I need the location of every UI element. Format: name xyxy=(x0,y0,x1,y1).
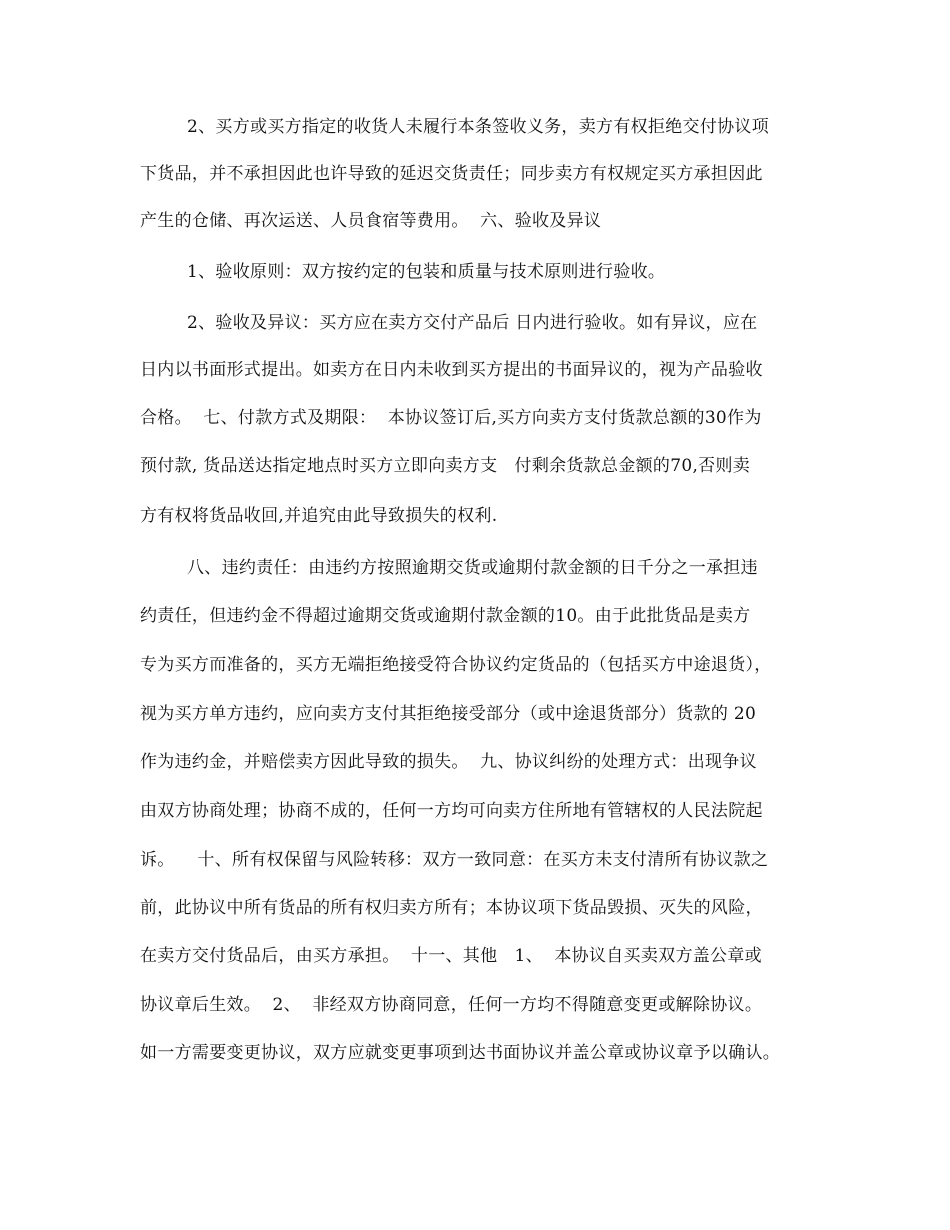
text-line: 前，此协议中所有货品的所有权归卖方所有；本协议项下货品毁损、灭失的风险， xyxy=(140,898,763,918)
text-line: 下货品，并不承担因此也许导致的延迟交货责任；同步卖方有权规定买方承担因此 xyxy=(140,164,763,184)
text-line: 产生的仓储、再次运送、人员食宿等费用。 六、验收及异议 xyxy=(140,211,602,231)
text-line: 八、违约责任：由违约方按照逾期交货或逾期付款金额的日千分之一承担违 xyxy=(187,558,758,578)
text-line: 如一方需要变更协议，双方应就变更事项到达书面协议并盖公章或协议章予以确认。 xyxy=(140,1043,781,1063)
text-line: 专为买方而准备的，买方无端拒绝接受符合协议约定货品的（包括买方中途退货）， xyxy=(140,655,772,675)
text-line: 日内以书面形式提出。如卖方在日内未收到买方提出的书面异议的，视为产品验收 xyxy=(140,360,763,380)
text-line: 预付款, 货品送达指定地点时买方立即向卖方支 付剩余货款总金额的70,否则卖 xyxy=(140,456,751,476)
text-line: 由双方协商处理；协商不成的，任何一方均可向卖方住所地有管辖权的人民法院起 xyxy=(140,801,763,821)
text-line: 2、买方或买方指定的收货人未履行本条签收义务，卖方有权拒绝交付协议项 xyxy=(187,117,770,137)
text-line: 协议章后生效。 2、 非经双方协商同意，任何一方均不得随意变更或解除协议。 xyxy=(140,995,763,1015)
text-line: 在卖方交付货品后，由买方承担。 十一、其他 1、 本协议自买卖双方盖公章或 xyxy=(140,946,762,966)
text-line: 合格。 七、付款方式及期限： 本协议签订后,买方向卖方支付货款总额的30作为 xyxy=(140,408,762,428)
text-line: 1、验收原则：双方按约定的包装和质量与技术原则进行验收。 xyxy=(187,262,666,282)
text-line: 约责任，但违约金不得超过逾期交货或逾期付款金额的10。由于此批货品是卖方 xyxy=(140,606,751,626)
text-line: 作为违约金，并赔偿卖方因此导致的损失。 九、协议纠纷的处理方式：出现争议 xyxy=(140,752,757,772)
text-line: 诉。 十、所有权保留与风险转移：双方一致同意：在买方未支付清所有协议款之 xyxy=(140,850,769,870)
text-line: 2、验收及异议：买方应在卖方交付产品后 日内进行验收。如有异议，应在 xyxy=(187,313,758,333)
text-line: 方有权将货品收回,并追究由此导致损失的权利. xyxy=(140,506,498,526)
text-line: 视为买方单方违约，应向卖方支付其拒绝接受部分（或中途退货部分）货款的 20 xyxy=(140,704,757,724)
